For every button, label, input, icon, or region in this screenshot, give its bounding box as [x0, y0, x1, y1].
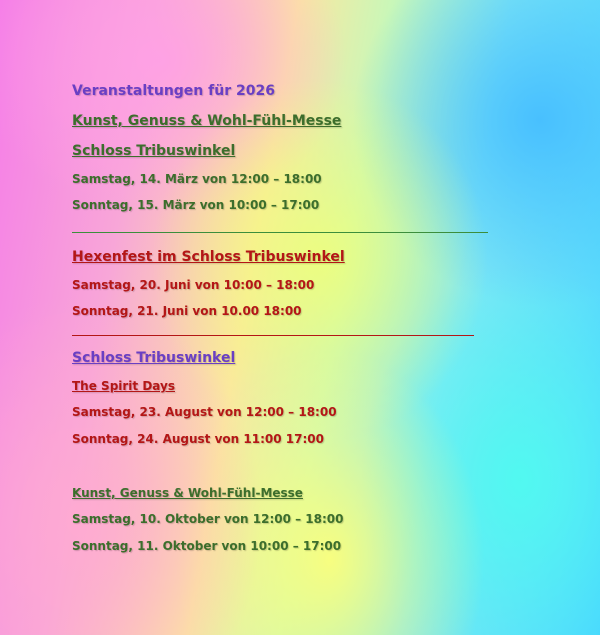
section2-heading: Hexenfest im Schloss Tribuswinkel — [72, 249, 345, 265]
section1-date-2: Sonntag, 15. März von 10:00 – 17:00 — [72, 198, 320, 212]
section3-subtitle: The Spirit Days — [72, 379, 175, 393]
section4-date-2: Sonntag, 11. Oktober von 10:00 – 17:00 — [72, 539, 342, 553]
section4-date-1: Samstag, 10. Oktober von 12:00 – 18:00 — [72, 512, 344, 526]
section2-date-1: Samstag, 20. Juni von 10:00 – 18:00 — [72, 278, 315, 292]
section2-date-2: Sonntag, 21. Juni von 10.00 18:00 — [72, 304, 302, 318]
page-title: Veranstaltungen für 2026 — [72, 83, 275, 99]
separator-green — [72, 232, 488, 233]
section1-heading: Kunst, Genuss & Wohl-Fühl-Messe — [72, 113, 342, 129]
section1-date-1: Samstag, 14. März von 12:00 – 18:00 — [72, 172, 322, 186]
section4-heading: Kunst, Genuss & Wohl-Fühl-Messe — [72, 486, 303, 500]
section3-date-2: Sonntag, 24. August von 11:00 17:00 — [72, 432, 324, 446]
section1-location: Schloss Tribuswinkel — [72, 143, 236, 159]
separator-red — [72, 335, 474, 336]
section3-date-1: Samstag, 23. August von 12:00 – 18:00 — [72, 405, 337, 419]
section3-location: Schloss Tribuswinkel — [72, 350, 236, 366]
